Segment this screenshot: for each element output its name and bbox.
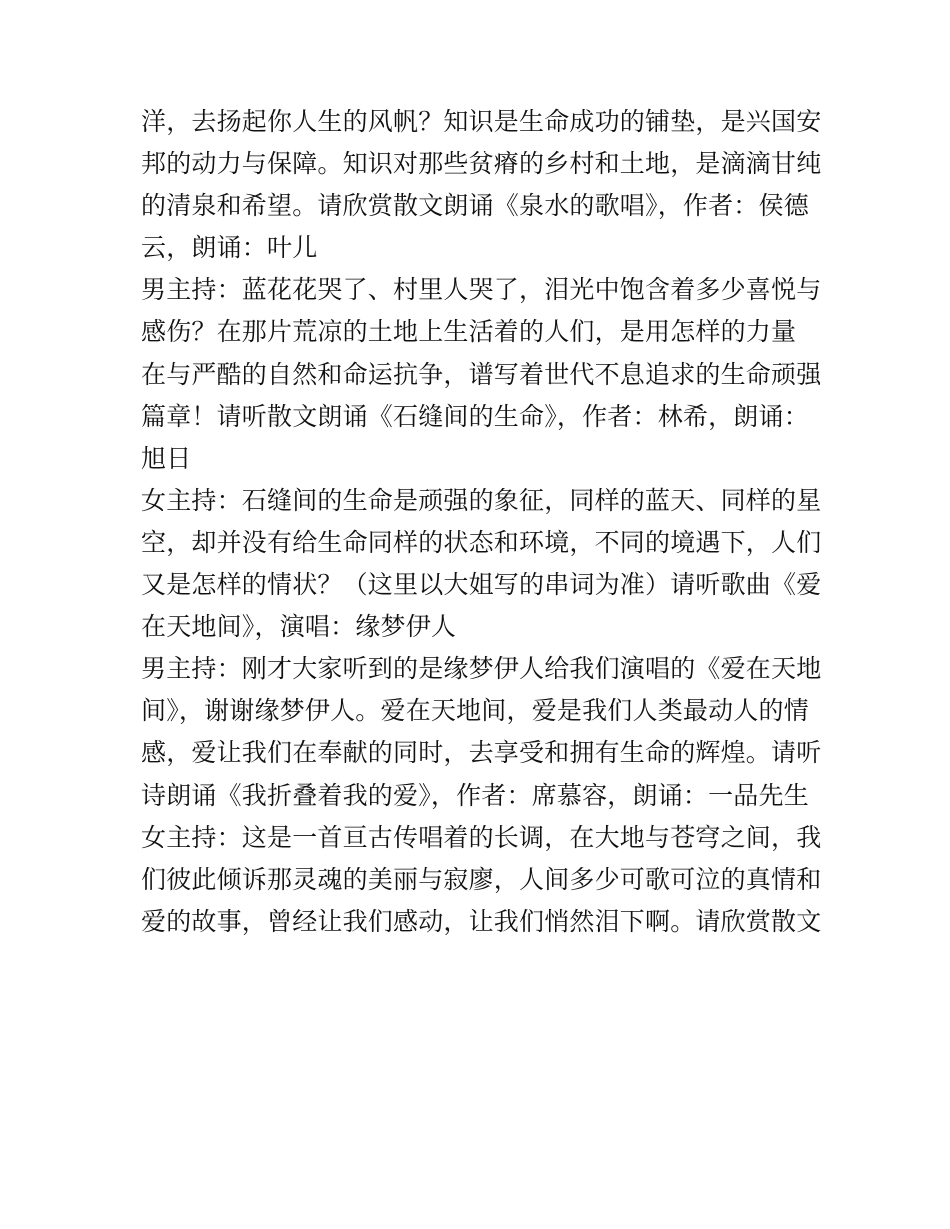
- text-line: 男主持：蓝花花哭了、村里人哭了，泪光中饱含着多少喜悦与: [141, 275, 821, 305]
- text-line: 们彼此倾诉那灵魂的美丽与寂廖，人间多少可歌可泣的真情和: [141, 864, 821, 894]
- text-line: 篇章！请听散文朗诵《石缝间的生命》，作者：林希，朗诵：: [141, 401, 809, 431]
- text-line: 感伤？在那片荒凉的土地上生活着的人们，是用怎样的力量: [141, 317, 797, 347]
- text-line: 邦的动力与保障。知识对那些贫瘠的乡村和土地，是滴滴甘纯: [141, 149, 821, 179]
- text-line: 在天地间》，演唱：缘梦伊人: [141, 612, 457, 642]
- text-line: 女主持：这是一首亘古传唱着的长调，在大地与苍穹之间，我: [141, 822, 821, 852]
- text-line: 云，朗诵：叶儿: [141, 233, 318, 263]
- text-line: 女主持：石缝间的生命是顽强的象征，同样的蓝天、同样的星: [141, 485, 821, 515]
- text-line: 在与严酷的自然和命运抗争，谱写着世代不息追求的生命顽强: [141, 359, 821, 389]
- text-line: 间》，谢谢缘梦伊人。爱在天地间，爱是我们人类最动人的情: [141, 696, 809, 726]
- text-line: 男主持：刚才大家听到的是缘梦伊人给我们演唱的《爱在天地: [141, 654, 821, 684]
- text-line: 旭日: [141, 443, 192, 473]
- text-line: 爱的故事，曾经让我们感动，让我们悄然泪下啊。请欣赏散文: [141, 906, 821, 936]
- text-line: 诗朗诵《我折叠着我的爱》，作者：席慕容，朗诵：一品先生: [141, 780, 809, 810]
- text-line: 空，却并没有给生命同样的状态和环境，不同的境遇下，人们: [141, 527, 821, 557]
- text-line: 的清泉和希望。请欣赏散文朗诵《泉水的歌唱》，作者：侯德: [141, 191, 809, 221]
- text-line: 又是怎样的情状？（这里以大姐写的串词为准）请听歌曲《爱: [141, 570, 821, 600]
- text-line: 感，爱让我们在奉献的同时，去享受和拥有生命的辉煌。请听: [141, 738, 821, 768]
- script-text: [141, 101, 821, 943]
- text-line: 洋，去扬起你人生的风帆？知识是生命成功的铺垫，是兴国安: [141, 107, 821, 136]
